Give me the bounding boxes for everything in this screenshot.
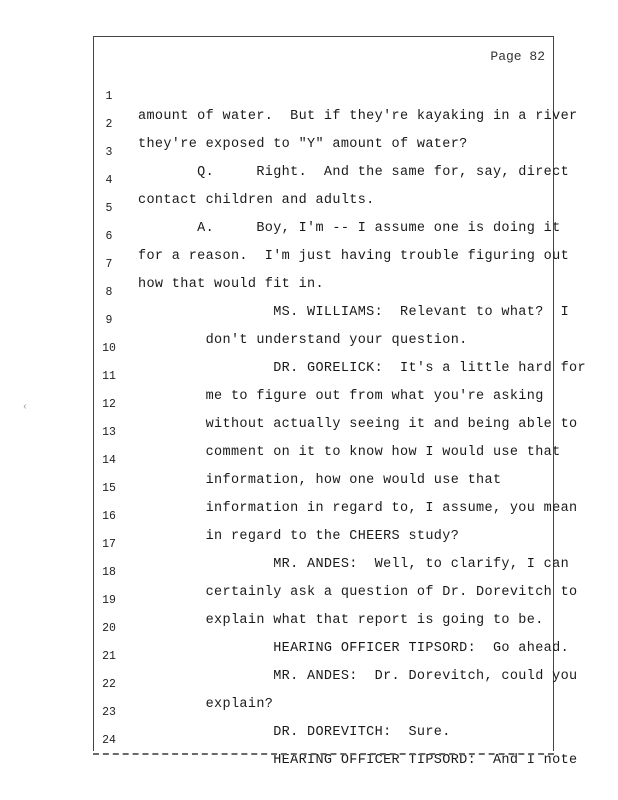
line-number: 7 — [105, 258, 113, 271]
line-text: MS. WILLIAMS: Relevant to what? I — [138, 305, 570, 320]
line-number: 10 — [102, 342, 116, 355]
page-number: Page 82 — [490, 49, 545, 64]
line-number: 13 — [102, 426, 116, 439]
line-number: 9 — [105, 314, 113, 327]
line-text: HEARING OFFICER TIPSORD: And I note — [138, 753, 578, 768]
line-text: how that would fit in. — [138, 277, 324, 292]
line-number: 1 — [105, 90, 113, 103]
line-number: 3 — [105, 146, 113, 159]
line-number: 2 — [105, 118, 113, 131]
line-number: 14 — [102, 454, 116, 467]
line-number: 5 — [105, 202, 113, 215]
line-number: 11 — [102, 370, 116, 383]
line-text: comment on it to know how I would use that — [138, 445, 561, 460]
line-number: 23 — [102, 706, 116, 719]
line-number: 22 — [102, 678, 116, 691]
line-text: amount of water. But if they're kayaking in a river — [138, 109, 578, 124]
line-text: DR. GORELICK: It's a little hard for — [138, 361, 586, 376]
line-text: explain what that report is going to be. — [138, 613, 544, 628]
line-number: 4 — [105, 174, 113, 187]
line-text: MR. ANDES: Dr. Dorevitch, could you — [138, 669, 578, 684]
transcript-line — [94, 67, 578, 124]
bottom-rule — [93, 753, 554, 755]
line-text: A. Boy, I'm -- I assume one is doing it — [138, 221, 561, 236]
line-number: 24 — [102, 734, 116, 747]
line-number: 12 — [102, 398, 116, 411]
line-number: 15 — [102, 482, 116, 495]
line-text: HEARING OFFICER TIPSORD: Go ahead. — [138, 641, 570, 656]
scan-artifact: ‹ — [22, 402, 29, 413]
line-text: Q. Right. And the same for, say, direct — [138, 165, 570, 180]
line-text: without actually seeing it and being able to — [138, 417, 578, 432]
line-text: in regard to the CHEERS study? — [138, 529, 460, 544]
line-text: for a reason. I'm just having trouble figuring out — [138, 249, 570, 264]
line-number: 6 — [105, 230, 113, 243]
line-number: 21 — [102, 650, 116, 663]
line-number: 16 — [102, 510, 116, 523]
line-number: 20 — [102, 622, 116, 635]
line-number: 8 — [105, 286, 113, 299]
line-number: 17 — [102, 538, 116, 551]
line-text: DR. DOREVITCH: Sure. — [138, 725, 451, 740]
transcript-page — [93, 36, 586, 768]
line-text: information, how one would use that — [138, 473, 502, 488]
line-text: they're exposed to "Y" amount of water? — [138, 137, 468, 152]
line-text: don't understand your question. — [138, 333, 468, 348]
line-number: 19 — [102, 594, 116, 607]
line-text: certainly ask a question of Dr. Dorevitch to — [138, 585, 578, 600]
line-text: contact children and adults. — [138, 193, 375, 208]
line-number: 18 — [102, 566, 116, 579]
line-text: MR. ANDES: Well, to clarify, I can — [138, 557, 570, 572]
line-text: explain? — [138, 697, 274, 712]
line-text: information in regard to, I assume, you mean — [138, 501, 578, 516]
line-text: me to figure out from what you're asking — [138, 389, 544, 404]
